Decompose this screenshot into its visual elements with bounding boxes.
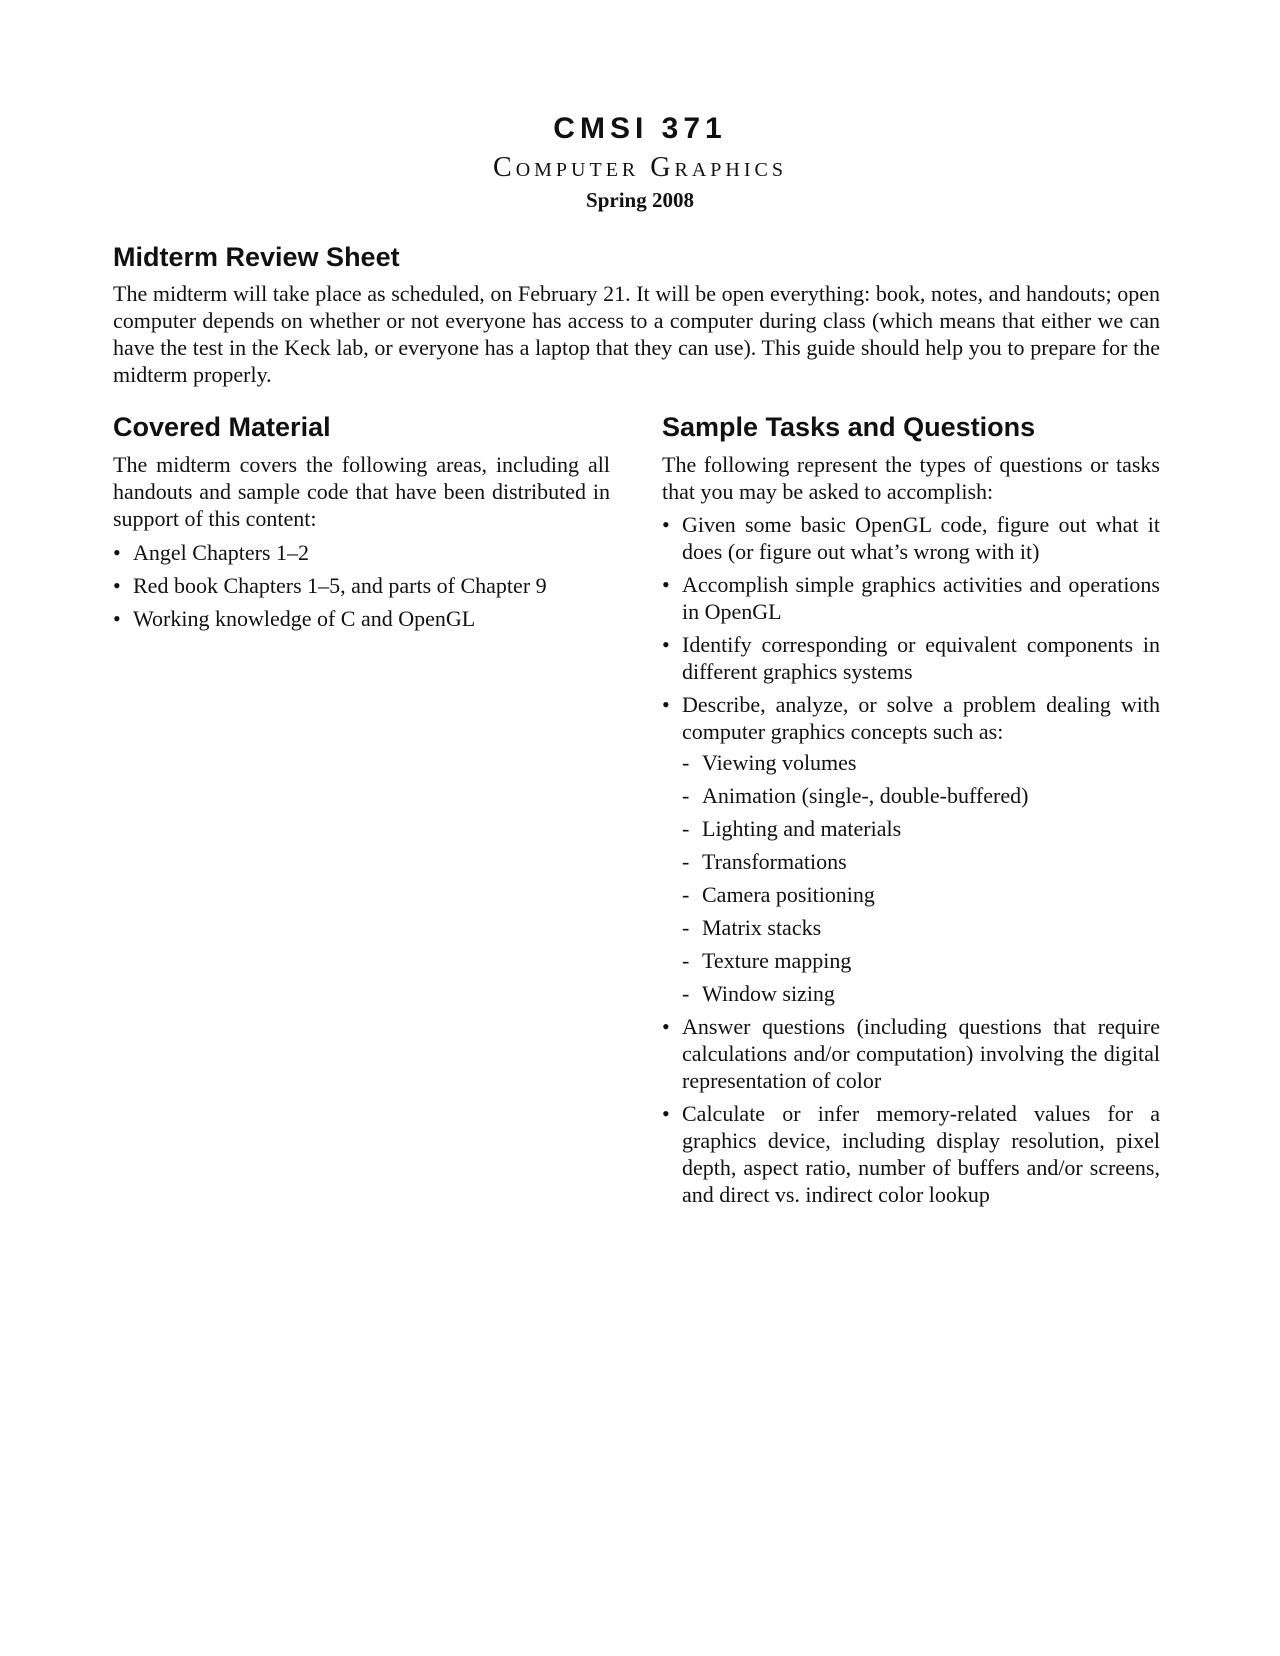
list-item: [662, 691, 1160, 1007]
list-item: • Angel Chapters 1–2: [113, 539, 610, 566]
list-item: • Given some basic OpenGL code, figure out what it does (or figure out what’s wrong with it): [662, 511, 1160, 565]
course-title: Computer Graphics: [493, 152, 787, 183]
concept-item: - Camera positioning: [682, 881, 1160, 908]
term: Spring 2008: [586, 188, 694, 212]
list-item: • Red book Chapters 1–5, and parts of Chapter 9: [113, 572, 610, 599]
concepts-list: [682, 749, 1160, 1007]
covered-list: [113, 539, 610, 638]
concept-item: - Viewing volumes: [682, 749, 1160, 776]
list-item: • Accomplish simple graphics activities and operations in OpenGL: [662, 571, 1160, 625]
covered-intro: The midterm covers the following areas, including all handouts and sample code that have been distributed in support of this content:: [113, 452, 610, 531]
concept-item: - Matrix stacks: [682, 914, 1160, 941]
sample-list: [662, 511, 1160, 1214]
list-item: • Calculate or infer memory-related values for a graphics device, including display resolution, pixel depth, aspect ratio, number of buffers and/or screens, and direct vs. indirect color lookup: [662, 1100, 1160, 1208]
concept-item: - Transformations: [682, 848, 1160, 875]
concept-item: - Texture mapping: [682, 947, 1160, 974]
covered-heading: Covered Material: [113, 412, 331, 442]
concept-item: - Animation (single-, double-buffered): [682, 782, 1160, 809]
sample-intro: The following represent the types of questions or tasks that you may be asked to accomplish:: [662, 452, 1160, 504]
course-code: CMSI 371: [553, 112, 727, 145]
list-item-text: Describe, analyze, or solve a problem dealing with computer graphics concepts such as:: [682, 692, 1160, 744]
concept-item: - Lighting and materials: [682, 815, 1160, 842]
list-item: • Answer questions (including questions that require calculations and/or computation) involving the digital representation of color: [662, 1013, 1160, 1094]
list-item: • Identify corresponding or equivalent components in different graphics systems: [662, 631, 1160, 685]
list-item: • Working knowledge of C and OpenGL: [113, 605, 610, 632]
concept-item: - Window sizing: [682, 980, 1160, 1007]
sample-heading: Sample Tasks and Questions: [662, 412, 1036, 442]
review-body: The midterm will take place as scheduled, on February 21. It will be open everything: book, notes, and handouts; open computer depends on whether or not everyone has access to a computer during class (which means that either we can have the test in the Keck lab, or everyone has a laptop that they can use). This guide should help you to prepare for the midterm properly.: [113, 281, 1160, 387]
review-heading: Midterm Review Sheet: [113, 242, 400, 272]
